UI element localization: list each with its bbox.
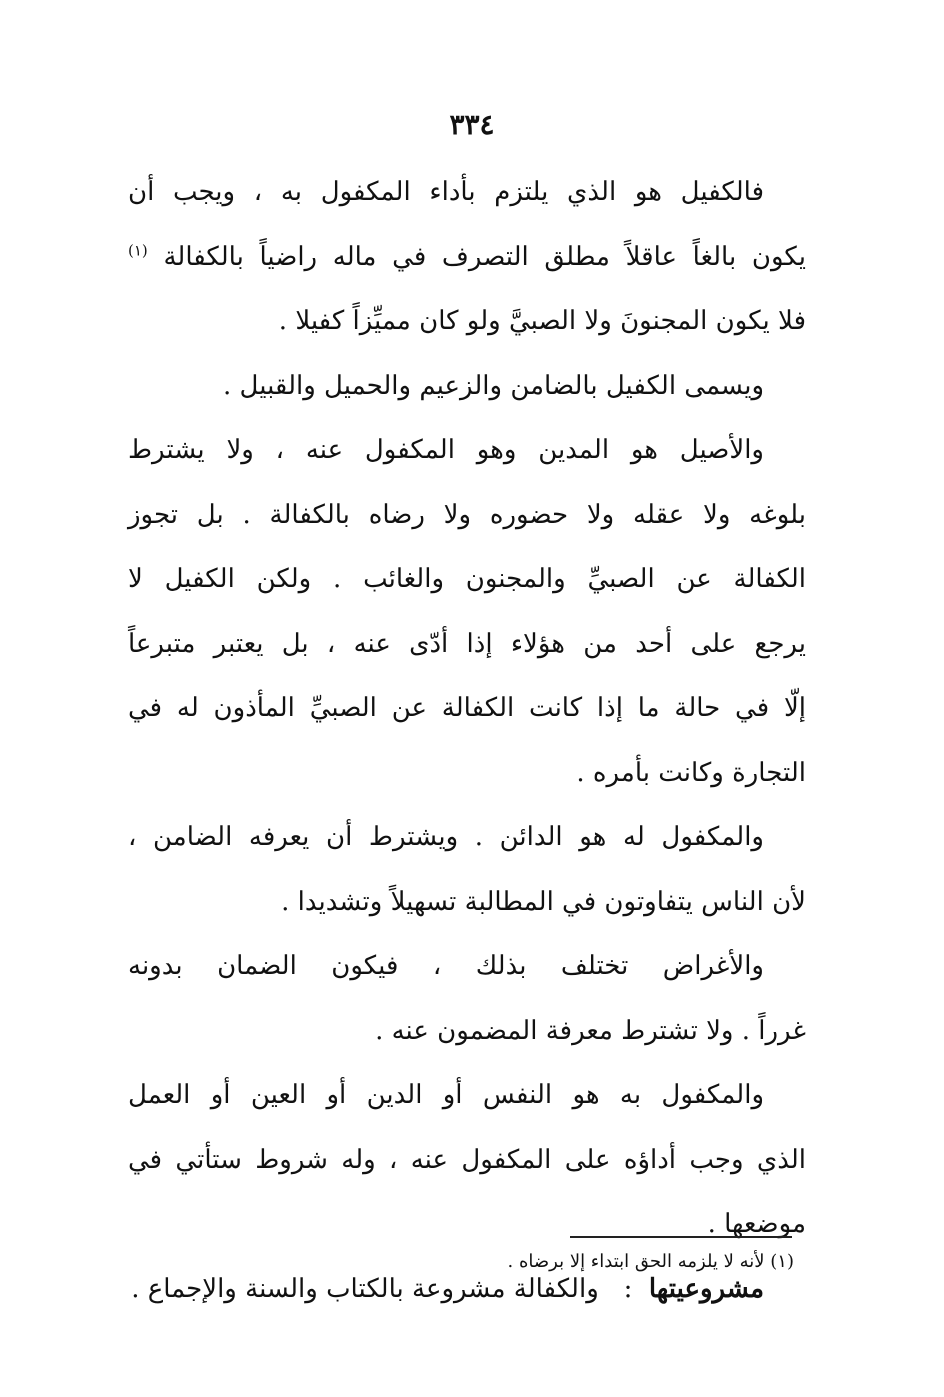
footnote-marker: (١)	[128, 240, 148, 259]
text-line: غرراً . ولا تشترط معرفة المضمون عنه .	[375, 1015, 806, 1046]
text-line: ويسمى الكفيل بالضامن والزعيم والحميل والقبيل .	[223, 370, 764, 401]
text-line: يرجع على أحد من هؤلاء إذا أدّى عنه ، بل يعتبر متبرعاً	[128, 628, 806, 659]
text-line: التجارة وكانت بأمره .	[576, 757, 806, 788]
text-line: موضعها .	[707, 1209, 806, 1239]
footnote-divider	[570, 1236, 792, 1238]
text-line: لأن الناس يتفاوتون في المطالبة تسهيلاً وتشديدا .	[281, 886, 806, 917]
main-text	[128, 160, 806, 1321]
text-line-content: يكون بالغاً عاقلاً مطلق التصرف في ماله راضياً بالكفالة	[163, 241, 806, 272]
text-line: بلوغه ولا عقله ولا حضوره ولا رضاه بالكفالة . بل تجوز	[128, 499, 806, 530]
text-line: فالكفيل هو الذي يلتزم بأداء المكفول به ، ويجب أن	[128, 177, 764, 207]
text-line: والأغراض تختلف بذلك ، فيكون الضمان بدونه	[128, 951, 764, 981]
section-text: والكفالة مشروعة بالكتاب والسنة والإجماع .	[131, 1273, 599, 1304]
text-line: والأصيل هو المدين وهو المكفول عنه ، ولا يشترط	[128, 435, 764, 465]
text-line	[128, 225, 806, 290]
text-line: والمكفول له هو الدائن . ويشترط أن يعرفه الضامن ،	[128, 822, 764, 852]
text-line: الكفالة عن الصبيِّ والمجنون والغائب . ولكن الكفيل لا	[128, 564, 806, 594]
text-line: فلا يكون المجنونَ ولا الصبيَّ ولو كان مميِّزاً كفيلا .	[278, 306, 806, 336]
section-heading: مشروعيتها	[648, 1273, 764, 1304]
footnote: (١) لأنه لا يلزمه الحق ابتداء إلا برضاه .	[507, 1251, 794, 1272]
heading-separator: :	[623, 1273, 633, 1304]
text-line: إلّا في حالة ما إذا كانت الكفالة عن الصبيِّ المأذون له في	[128, 693, 806, 723]
page-number: ٣٣٤	[449, 108, 495, 141]
text-line: الذي وجب أداؤه على المكفول عنه ، وله شروط ستأتي في	[128, 1144, 806, 1175]
text-line: والمكفول به هو النفس أو الدين أو العين أو العمل	[128, 1080, 764, 1110]
